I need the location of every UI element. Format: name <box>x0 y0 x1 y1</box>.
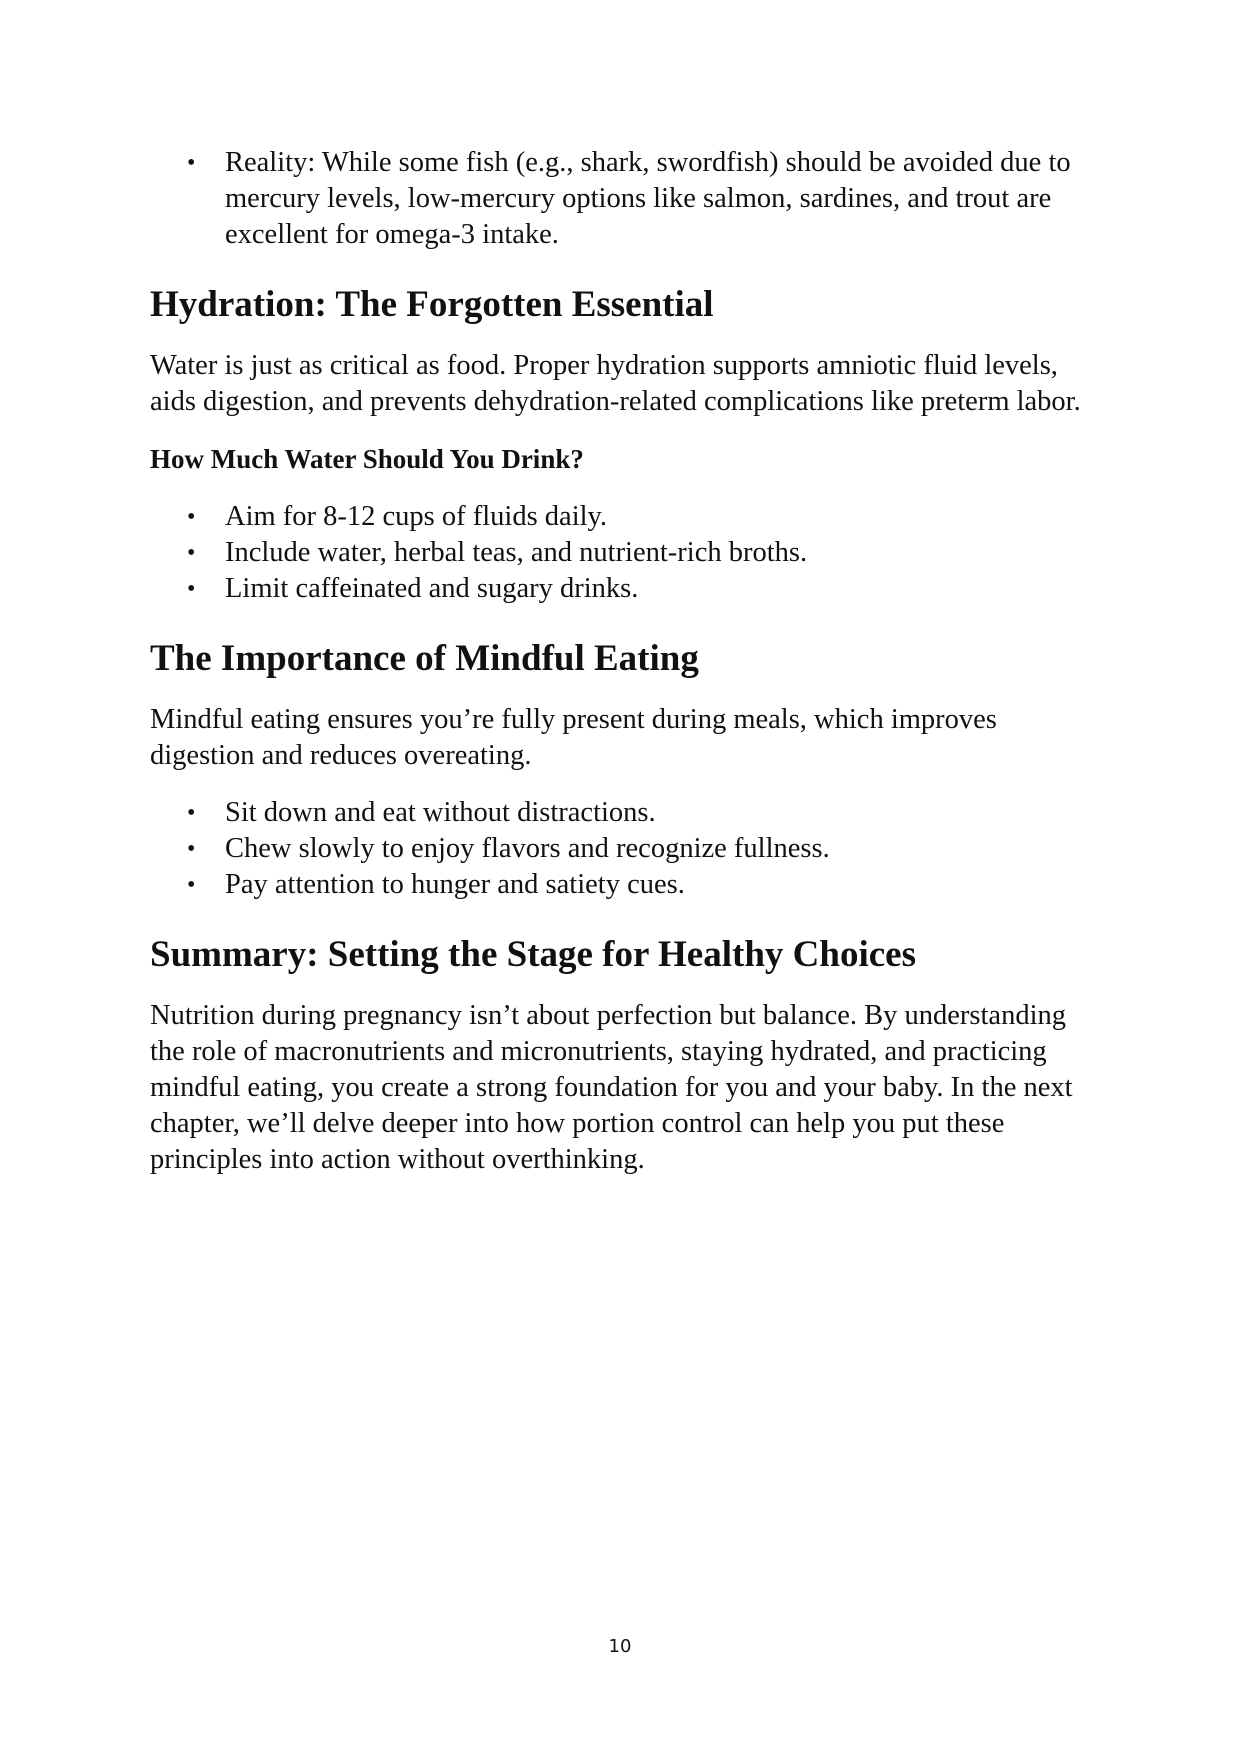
mindful-eating-paragraph: Mindful eating ensures you’re fully present during meals, which improves digestion and reduces overeating. <box>150 704 997 771</box>
water-subheading: How Much Water Should You Drink? <box>150 444 584 474</box>
list-item-text: Include water, herbal teas, and nutrient-rich broths. <box>225 537 808 568</box>
bullet-icon: • <box>187 576 196 602</box>
list-item <box>150 795 1095 831</box>
bullet-icon: • <box>187 504 196 530</box>
list-item-text: Limit caffeinated and sugary drinks. <box>225 573 639 604</box>
mindful-bullet-list <box>150 795 1095 903</box>
summary-heading: Summary: Setting the Stage for Healthy Choices <box>150 934 916 975</box>
bullet-icon: • <box>187 872 196 898</box>
intro-bullet-list <box>150 145 1095 253</box>
list-item-text: Aim for 8-12 cups of fluids daily. <box>225 501 608 532</box>
mindful-eating-heading: The Importance of Mindful Eating <box>150 638 699 679</box>
bullet-icon: • <box>187 150 196 176</box>
list-item-text: Chew slowly to enjoy flavors and recognize fullness. <box>225 833 830 864</box>
hydration-heading: Hydration: The Forgotten Essential <box>150 284 714 325</box>
summary-paragraph: Nutrition during pregnancy isn’t about perfection but balance. By understanding the role of macronutrients and micronutrients, staying hydrated, and practicing mindful eating, you create a strong foundation for you and your baby. In the next chapter, we’ll delve deeper into how portion control can help you put these principles into action without overthinking. <box>150 1000 1073 1175</box>
list-item-text: Sit down and eat without distractions. <box>225 797 656 828</box>
bullet-icon: • <box>187 800 196 826</box>
hydration-bullet-list <box>150 499 1095 607</box>
list-item <box>150 571 1095 607</box>
list-item <box>150 867 1095 903</box>
list-item <box>150 499 1095 535</box>
list-item <box>150 145 1095 253</box>
list-item <box>150 831 1095 867</box>
bullet-icon: • <box>187 836 196 862</box>
list-item-text: Pay attention to hunger and satiety cues. <box>225 869 685 900</box>
list-item <box>150 535 1095 571</box>
hydration-paragraph: Water is just as critical as food. Proper hydration supports amniotic fluid levels, aids digestion, and prevents dehydration-related complications like preterm labor. <box>150 350 1081 417</box>
list-item-text: Reality: While some fish (e.g., shark, swordfish) should be avoided due to mercury levels, low-mercury options like salmon, sardines, and trout are excellent for omega-3 intake. <box>225 147 1071 250</box>
page-number: 10 <box>608 1636 632 1657</box>
bullet-icon: • <box>187 540 196 566</box>
page-content <box>150 145 1095 1178</box>
